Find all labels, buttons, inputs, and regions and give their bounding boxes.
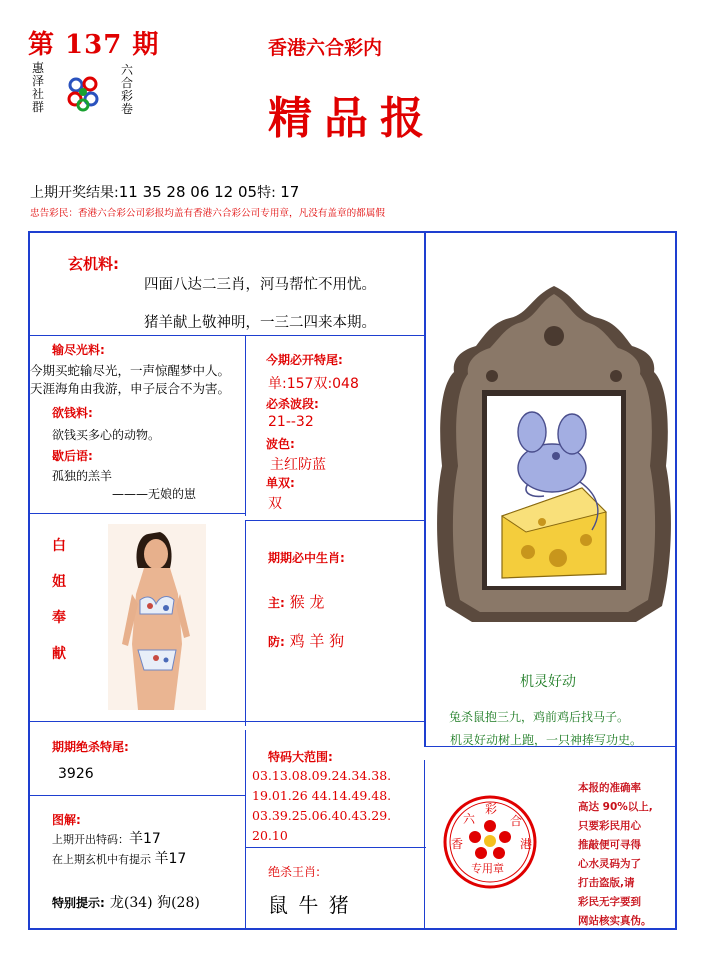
tujie-line-1 (52, 828, 161, 848)
picture-line-2: 机灵好动树上跑，一只神捧写功史。 (450, 733, 643, 747)
xiehou-line-1: 孤独的羔羊 (52, 469, 113, 483)
divider-photo-top (28, 513, 246, 514)
tema-title: 特码大范围: (268, 750, 333, 764)
yuqian-title: 欲钱料: (52, 406, 93, 420)
yuqian-line: 欲钱买多心的动物。 (52, 428, 161, 442)
tujie-line-1-value: 羊17 (129, 831, 161, 847)
stamp-char: 合 (510, 814, 523, 828)
xuanji-title: 玄机料: (68, 255, 119, 273)
divider-right-bottom-v (424, 760, 425, 930)
picture-line-1: 兔杀鼠抱三九，鸡前鸡后找马子。 (449, 710, 630, 724)
divider-xuanji (28, 335, 426, 336)
ad-line: 网站核实真伪。 (578, 915, 652, 927)
jueshate-title: 期期绝杀特尾: (52, 740, 129, 754)
results-numbers: 11 35 28 06 12 05 (118, 183, 258, 201)
stamp-char: 港 (520, 837, 533, 851)
photo-caption-char: 姐 (52, 574, 66, 590)
tujie-line-1-label: 上期开出特码： (52, 833, 129, 846)
ad-line: 高达 90%以上, (578, 801, 653, 813)
weima-title-4: 单双: (266, 476, 295, 490)
divider-tema (245, 847, 426, 848)
weima-title: 今期必开特尾: (266, 353, 343, 367)
photo-caption (52, 528, 68, 672)
frame-top (28, 231, 677, 233)
ad-line: 本报的准确率 (578, 782, 641, 794)
tujie-title: 图解: (52, 813, 81, 827)
photo-caption-char: 白 (52, 538, 66, 554)
logo-icon (66, 75, 102, 111)
last-results (30, 182, 299, 202)
ad-line: 推敲便可寻得 (578, 839, 641, 851)
ad-line: 彩民无字要到 (578, 896, 641, 908)
weima-title-3: 波色: (266, 437, 295, 451)
weima-value: 单:157双:048 (268, 376, 359, 392)
ad-line: 心水灵码为了 (578, 858, 641, 870)
divider-main-v (424, 231, 426, 746)
big-title: 精品报 (268, 93, 436, 144)
shujin-line-2: 天涯海角由我游，申子辰合不为害。 (30, 381, 231, 396)
xuanji-line-1: 四面八达二三肖，河马帮忙不用忧。 (144, 277, 376, 293)
notice-text: 忠告彩民：香港六合彩公司彩报均盖有香港六合彩公司专用章，凡没有盖章的都属假 (30, 208, 385, 219)
stamp-char: 彩 (485, 802, 498, 816)
shawang-value: 鼠 牛 猪 (268, 893, 351, 917)
weima-title-2: 必杀波段: (266, 397, 319, 411)
shawang-title: 绝杀王肖: (268, 865, 321, 879)
tema-row: 03.13.08.09.24.34.38. (252, 768, 392, 783)
xuanji-line-2: 猪羊献上敬神明，一三二四来本期。 (144, 315, 376, 331)
weima-value-2: 21--32 (268, 414, 314, 430)
shengxiao-main-value: 猴 龙 (289, 593, 325, 611)
shujin-line-1: 今期买蛇输尽光，一声惊醒梦中人。 (30, 363, 231, 378)
divider-mid-v (245, 335, 246, 516)
xiehou-line-2: ———无娘的崽 (112, 487, 197, 501)
issue-number: 第 137 期 (28, 30, 160, 60)
shengxiao-fang-label: 防: (268, 635, 285, 649)
divider-jue (28, 795, 246, 796)
shengxiao-fang-value: 鸡 羊 狗 (289, 632, 345, 650)
tema-row: 19.01.26 44.14.49.48. (252, 788, 392, 803)
divider-row2 (28, 721, 426, 722)
tujie-line-2 (52, 848, 186, 868)
jueshate-value: 3926 (58, 766, 94, 782)
results-label: 上期开奖结果: (30, 185, 119, 201)
results-special-label: 特: (257, 185, 276, 201)
shujin-title: 输尽光料: (52, 343, 105, 357)
ad-line: 打击盗版,请 (578, 877, 635, 889)
xiehou-title: 歇后语: (52, 449, 93, 463)
shengxiao-main (268, 591, 324, 612)
photo-caption-char: 奉 (52, 610, 66, 626)
divider-photo-right (245, 520, 246, 726)
left-vertical-label: 惠泽社群 (31, 61, 44, 114)
stamp-char: 六 (463, 812, 476, 826)
ad-text (578, 779, 653, 931)
weima-value-3: 主红防蓝 (270, 457, 326, 473)
tishi-value: 龙(34) 狗(28) (109, 895, 200, 911)
results-special: 17 (280, 183, 300, 201)
tishi-title: 特别提示: (52, 896, 105, 910)
weima-value-4: 双 (268, 496, 282, 512)
shengxiao-title: 期期必中生肖: (268, 551, 345, 565)
shengxiao-fang (268, 630, 344, 651)
photo-caption-char: 献 (52, 646, 66, 662)
stamp-char: 专用章 (471, 862, 504, 875)
tema-row: 20.10 (252, 828, 288, 843)
tema-row: 03.39.25.06.40.43.29. (252, 808, 392, 823)
tujie-line-2-label: 在上期玄机中有提示 (52, 853, 151, 866)
divider-weima (245, 520, 426, 521)
right-vertical-label: 六合彩卷 (120, 63, 133, 116)
ad-line: 只要彩民用心 (578, 820, 641, 832)
shengxiao-main-label: 主: (268, 596, 285, 610)
mouse-cheese-picture (432, 286, 676, 624)
tishi (52, 892, 200, 912)
picture-caption: 机灵好动 (520, 674, 576, 690)
model-photo (108, 524, 206, 710)
top-title: 香港六合彩内 (268, 37, 383, 59)
divider-bottom-v (245, 730, 246, 930)
tujie-line-2-value: 羊17 (154, 851, 187, 867)
stamp-char: 香 (451, 837, 464, 851)
